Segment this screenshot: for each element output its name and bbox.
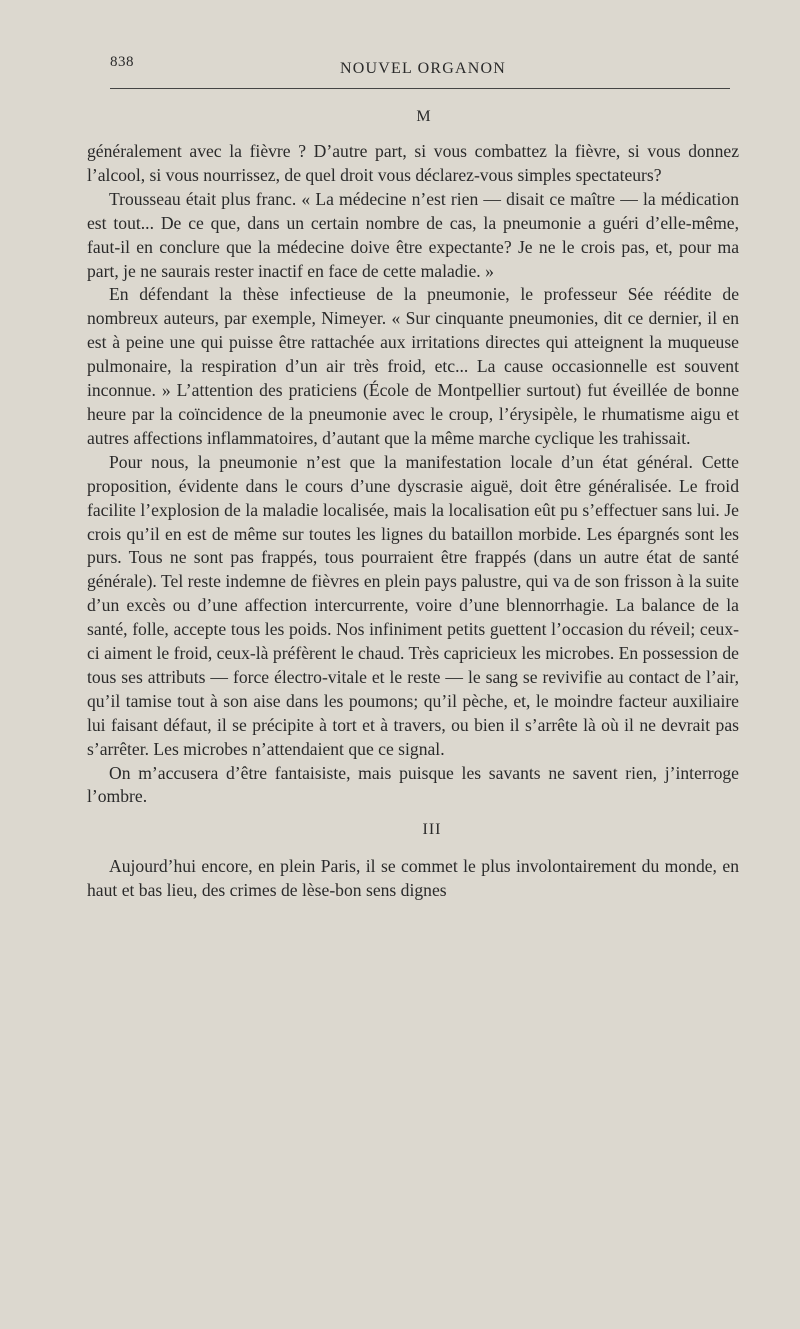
header-rule (110, 88, 730, 89)
paragraph-1: généralement avec la fièvre ? D’autre part, si vous combattez la fièvre, si vous donnez l’alcool, si vous nourrissez, de quel droit vous déclarez-vous simples spectateurs? (87, 141, 739, 185)
paragraph-6: Aujourd’hui encore, en plein Paris, il se commet le plus involontairement du monde, en haut et bas lieu, des crimes de lèse-bon sens dignes (87, 856, 739, 901)
paragraph-3: En défendant la thèse infectieuse de la pneumonie, le professeur Sée réédite de nombreux auteurs, par exemple, Nimeyer. « Sur cinquante pneumonies, dit ce dernier, il en est à peine une qui puisse être rattachée aux irritations directes qui atteignent la muqueuse pulmonaire, la respiration d’un air très froid, etc... La cause occasionnelle est souvent inconnue. » L’attention des praticiens (École de Montpellier surtout) fut éveillée de bonne heure par la coïncidence de la pneumonie avec le croup, l’érysipèle, le rhumatisme aigu et autres affections inflammatoires, d’autant que la même marche cyclique les trahissait. (87, 284, 739, 448)
body-text (87, 140, 739, 903)
page-number: 838 (110, 54, 134, 70)
running-head: NOUVEL ORGANON (340, 60, 506, 77)
paragraph-2: Trousseau était plus franc. « La médecine n’est rien — disait ce maître — la médication est tout... De ce que, dans un certain nombre de cas, la pneumonie a guéri d’elle-même, faut-il en conclure que la médecine doive être expectante? Je ne le crois pas, et, pour ma part, je ne saurais rester inactif en face de cette maladie. » (87, 188, 739, 281)
paragraph-5: On m’accusera d’être fantaisiste, mais puisque les savants ne savent rien, j’interroge l’ombre. (87, 762, 739, 807)
section-heading-m: M (416, 108, 432, 125)
paragraph-4: Pour nous, la pneumonie n’est que la manifestation locale d’un état général. Cette proposition, évidente dans le cours d’une dyscrasie aiguë, doit être généralisée. Le froid facilite l’explosion de la maladie localisée, mais la localisation eût pu s’effectuer sans lui. Je crois qu’il en est de même sur toutes les lignes du bataillon morbide. Les épargnés sont les purs. Tous ne sont pas frappés, tous pourraient être frappés (dans un autre état de santé générale). Tel reste indemne de fièvres en plein pays palustre, qui va de son frisson à la suite d’un excès ou d’une affection intercurrente, voire d’une blennorrhagie. La balance de la santé, folle, accepte tous les poids. Nos infiniment petits guettent l’occasion du réveil; ceux-ci aiment le froid, ceux-là préfèrent le chaud. Très capricieux les microbes. En possession de tous ses attributs — force électro-vitale et le reste — le sang se revivifie au contact de l’air, qu’il tamise tout à son aise dans les poumons; qu’il pèche, et, le moindre facteur auxiliaire lui faisant défaut, il se précipite à tort et à travers, ou bien il s’arrête là où il ne devrait pas s’arrêter. Les microbes n’attendaient que ce signal. (87, 451, 739, 759)
section-heading-iii: III (422, 821, 442, 839)
